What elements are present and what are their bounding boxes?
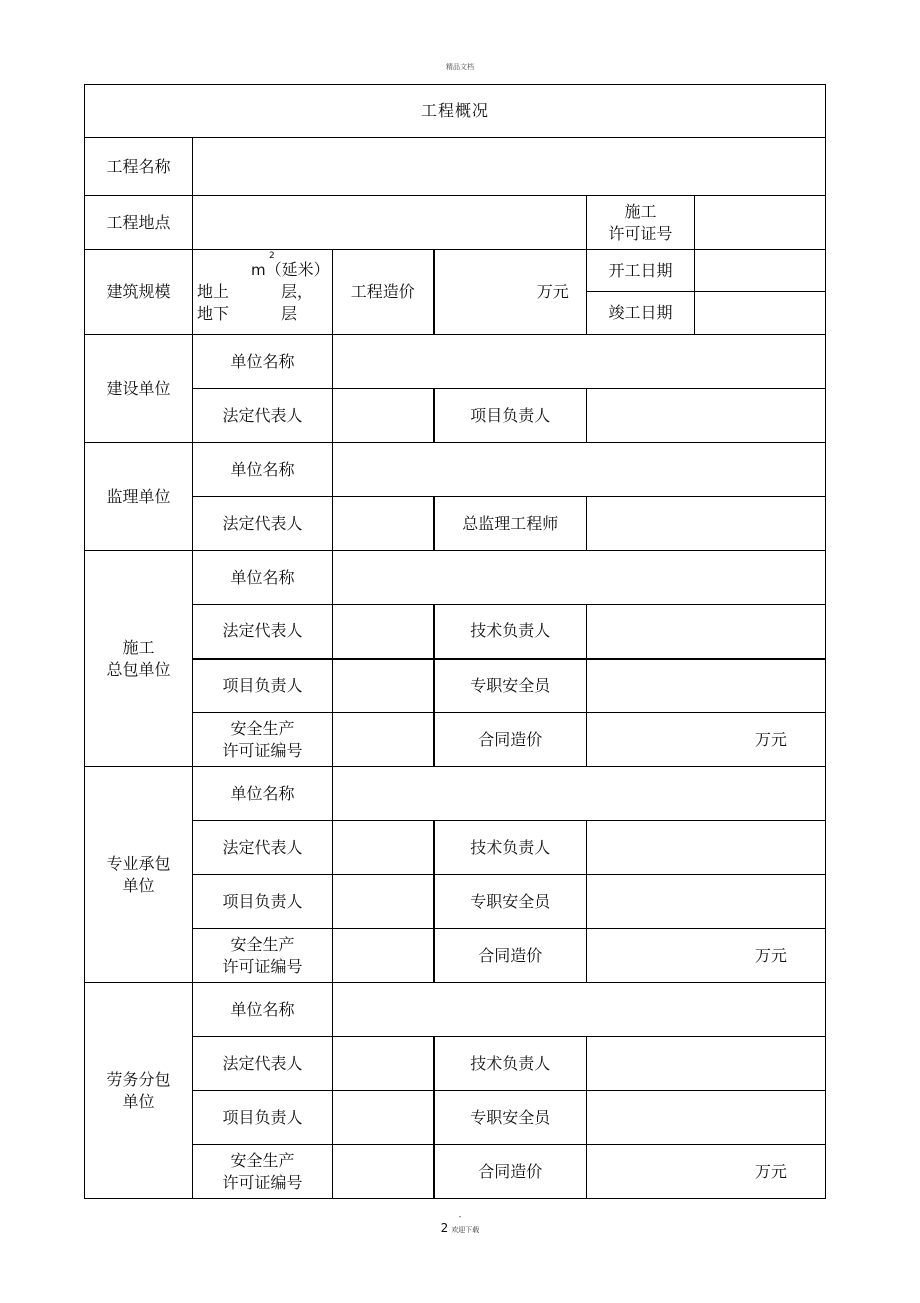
label-unit-name: 单位名称 bbox=[193, 767, 333, 821]
field-unit-name[interactable] bbox=[333, 983, 826, 1037]
label-project-name: 工程名称 bbox=[85, 138, 193, 196]
field-legal-representative[interactable] bbox=[333, 389, 434, 443]
field-unit-name[interactable] bbox=[333, 443, 826, 497]
unit-note: （延米） bbox=[265, 260, 330, 279]
superscript-2: 2 bbox=[269, 251, 275, 261]
field-construction-permit[interactable] bbox=[695, 196, 826, 250]
license-line-1: 安全生产 bbox=[230, 1150, 295, 1170]
field-unit-name[interactable] bbox=[333, 335, 826, 389]
field-project-leader[interactable] bbox=[333, 659, 434, 713]
field-project-leader[interactable] bbox=[333, 1091, 434, 1145]
unit-wan-yuan: 万元 bbox=[536, 282, 569, 301]
label-technical-leader: 技术负责人 bbox=[434, 821, 587, 875]
unit-wan-yuan: 万元 bbox=[755, 1161, 788, 1181]
permit-line-2: 许可证号 bbox=[608, 223, 673, 243]
label-legal-representative: 法定代表人 bbox=[193, 497, 333, 551]
section-line-1: 劳务分包 bbox=[106, 1069, 171, 1089]
label-unit-name: 单位名称 bbox=[193, 335, 333, 389]
label-below-ground: 地下 bbox=[197, 304, 230, 323]
license-line-2: 许可证编号 bbox=[222, 956, 303, 976]
label-safety-officer: 专职安全员 bbox=[434, 659, 587, 713]
unit-m: m bbox=[251, 261, 266, 279]
label-project-leader: 项目负责人 bbox=[193, 1091, 333, 1145]
field-legal-representative[interactable] bbox=[333, 497, 434, 551]
field-safety-license[interactable] bbox=[333, 713, 434, 767]
field-contract-cost[interactable] bbox=[587, 713, 826, 767]
field-safety-license[interactable] bbox=[333, 929, 434, 983]
page-number: 2 bbox=[440, 1221, 449, 1235]
field-project-site[interactable] bbox=[193, 196, 587, 250]
field-legal-representative[interactable] bbox=[333, 605, 434, 659]
label-start-date: 开工日期 bbox=[587, 250, 695, 292]
label-floors: 层 bbox=[281, 304, 298, 323]
label-construction-permit bbox=[587, 196, 695, 250]
section-line-1: 施工 bbox=[122, 637, 155, 657]
label-project-site: 工程地点 bbox=[85, 196, 193, 250]
unit-wan-yuan: 万元 bbox=[755, 729, 788, 749]
label-above-ground: 地上 bbox=[197, 282, 230, 301]
label-safety-officer: 专职安全员 bbox=[434, 1091, 587, 1145]
section-specialty-contractor bbox=[85, 767, 193, 983]
field-unit-name[interactable] bbox=[333, 767, 826, 821]
section-construction-unit: 建设单位 bbox=[85, 335, 193, 443]
field-project-leader[interactable] bbox=[587, 389, 826, 443]
label-building-scale: 建筑规模 bbox=[85, 250, 193, 335]
field-safety-officer[interactable] bbox=[587, 659, 826, 713]
permit-line-1: 施工 bbox=[624, 201, 657, 221]
license-line-1: 安全生产 bbox=[230, 934, 295, 954]
label-unit-name: 单位名称 bbox=[193, 983, 333, 1037]
label-floors-comma: 层， bbox=[281, 282, 314, 301]
label-technical-leader: 技术负责人 bbox=[434, 1037, 587, 1091]
section-labor-subcontractor bbox=[85, 983, 193, 1199]
label-contract-cost: 合同造价 bbox=[434, 929, 587, 983]
field-project-cost[interactable] bbox=[434, 250, 587, 335]
field-contract-cost[interactable] bbox=[587, 929, 826, 983]
field-project-name[interactable] bbox=[193, 138, 826, 196]
field-building-scale[interactable] bbox=[193, 250, 333, 335]
header-note: 精品文档 bbox=[446, 63, 474, 71]
field-legal-representative[interactable] bbox=[333, 1037, 434, 1091]
label-safety-officer: 专职安全员 bbox=[434, 875, 587, 929]
label-safety-license bbox=[193, 1145, 333, 1199]
form-title: 工程概况 bbox=[85, 85, 826, 138]
field-project-leader[interactable] bbox=[333, 875, 434, 929]
field-safety-officer[interactable] bbox=[587, 1091, 826, 1145]
label-project-leader: 项目负责人 bbox=[193, 659, 333, 713]
label-chief-supervisor: 总监理工程师 bbox=[434, 497, 587, 551]
field-technical-leader[interactable] bbox=[587, 1037, 826, 1091]
field-safety-license[interactable] bbox=[333, 1145, 434, 1199]
label-project-leader: 项目负责人 bbox=[434, 389, 587, 443]
label-legal-representative: 法定代表人 bbox=[193, 821, 333, 875]
field-technical-leader[interactable] bbox=[587, 605, 826, 659]
label-legal-representative: 法定代表人 bbox=[193, 1037, 333, 1091]
label-completion-date: 竣工日期 bbox=[587, 292, 695, 335]
label-unit-name: 单位名称 bbox=[193, 443, 333, 497]
field-legal-representative[interactable] bbox=[333, 821, 434, 875]
field-contract-cost[interactable] bbox=[587, 1145, 826, 1199]
label-unit-name: 单位名称 bbox=[193, 551, 333, 605]
section-supervision-unit: 监理单位 bbox=[85, 443, 193, 551]
section-line-2: 总包单位 bbox=[106, 659, 171, 679]
section-general-contractor bbox=[85, 551, 193, 767]
label-contract-cost: 合同造价 bbox=[434, 1145, 587, 1199]
label-safety-license bbox=[193, 713, 333, 767]
section-line-2: 单位 bbox=[122, 1091, 155, 1111]
footer-dot: - bbox=[458, 1212, 462, 1221]
project-overview-form bbox=[84, 84, 826, 1199]
footer-text: 欢迎下载 bbox=[451, 1226, 480, 1234]
label-technical-leader: 技术负责人 bbox=[434, 605, 587, 659]
field-chief-supervisor[interactable] bbox=[587, 497, 826, 551]
field-unit-name[interactable] bbox=[333, 551, 826, 605]
field-start-date[interactable] bbox=[695, 250, 826, 292]
field-technical-leader[interactable] bbox=[587, 821, 826, 875]
license-line-2: 许可证编号 bbox=[222, 740, 303, 760]
unit-wan-yuan: 万元 bbox=[755, 945, 788, 965]
license-line-1: 安全生产 bbox=[230, 718, 295, 738]
license-line-2: 许可证编号 bbox=[222, 1172, 303, 1192]
label-project-cost: 工程造价 bbox=[333, 250, 434, 335]
label-safety-license bbox=[193, 929, 333, 983]
section-line-1: 专业承包 bbox=[106, 853, 171, 873]
field-safety-officer[interactable] bbox=[587, 875, 826, 929]
label-legal-representative: 法定代表人 bbox=[193, 389, 333, 443]
label-contract-cost: 合同造价 bbox=[434, 713, 587, 767]
label-project-leader: 项目负责人 bbox=[193, 875, 333, 929]
section-line-2: 单位 bbox=[122, 875, 155, 895]
footer bbox=[0, 1221, 920, 1235]
field-completion-date[interactable] bbox=[695, 292, 826, 335]
label-legal-representative: 法定代表人 bbox=[193, 605, 333, 659]
